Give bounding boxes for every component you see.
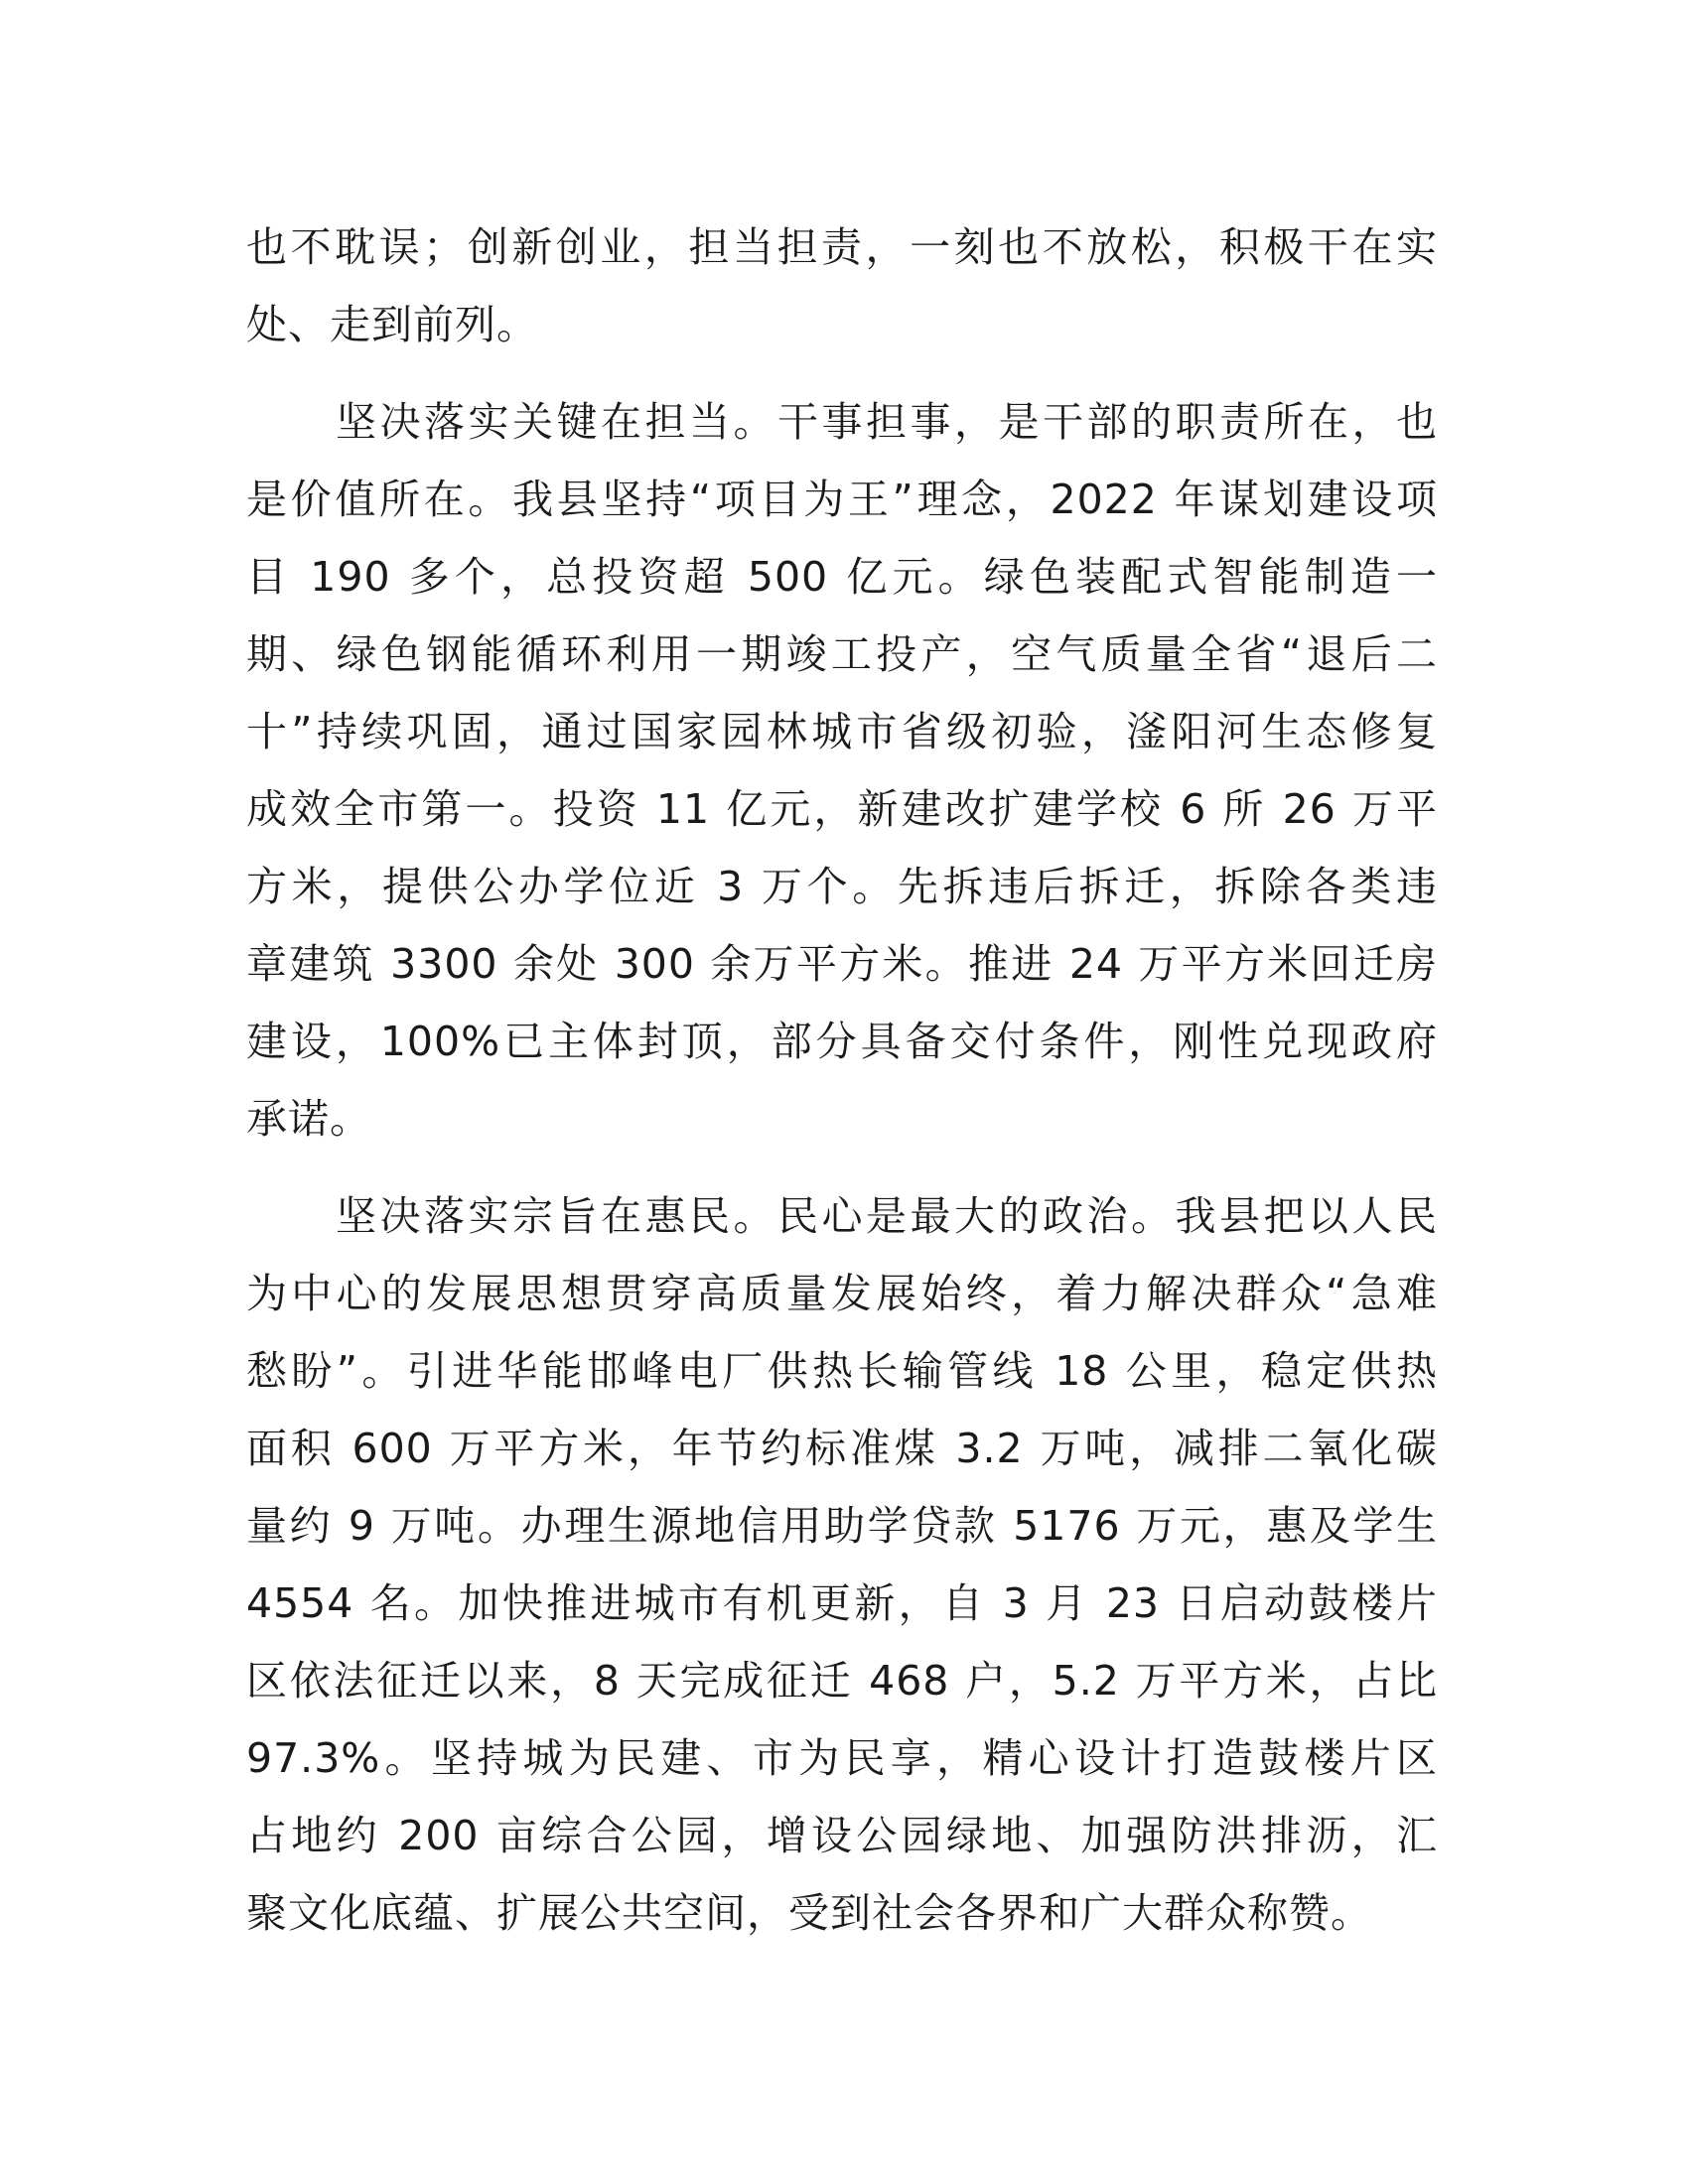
paragraph-1 [246, 208, 1438, 363]
text-line: 坚决落实关键在担当。干事担事，是干部的职责所在，也 [336, 398, 1438, 446]
text-line: 是价值所在。我县坚持“项目为王”理念，2022 年谋划建设项 [246, 476, 1438, 523]
text-line: 聚文化底蕴、扩展公共空间，受到社会各界和广大群众称赞。 [246, 1889, 1372, 1937]
text-line: 占地约 200 亩综合公园，增设公园绿地、加强防洪排沥，汇 [246, 1812, 1438, 1859]
text-line: 区依法征迁以来，8 天完成征迁 468 户，5.2 万平方米，占比 [246, 1657, 1438, 1705]
paragraph-3 [246, 1177, 1438, 1952]
text-line: 坚决落实宗旨在惠民。民心是最大的政治。我县把以人民 [336, 1192, 1438, 1240]
text-line: 期、绿色钢能循环利用一期竣工投产，空气质量全省“退后二 [246, 630, 1438, 678]
text-line: 承诺。 [246, 1095, 371, 1143]
text-line: 方米，提供公办学位近 3 万个。先拆违后拆迁，拆除各类违 [246, 863, 1438, 910]
text-line: 处、走到前列。 [246, 301, 538, 348]
text-line: 目 190 多个，总投资超 500 亿元。绿色装配式智能制造一 [246, 553, 1438, 601]
text-line: 面积 600 万平方米，年节约标准煤 3.2 万吨，减排二氧化碳 [246, 1425, 1438, 1472]
text-line: 量约 9 万吨。办理生源地信用助学贷款 5176 万元，惠及学生 [246, 1502, 1438, 1550]
text-line: 成效全市第一。投资 11 亿元，新建改扩建学校 6 所 26 万平 [246, 785, 1438, 833]
paragraph-2 [246, 383, 1438, 1158]
text-line: 十”持续巩固，通过国家园林城市省级初验，滏阳河生态修复 [246, 708, 1438, 755]
text-line: 章建筑 3300 余处 300 余万平方米。推进 24 万平方米回迁房 [246, 940, 1438, 988]
document-page [246, 208, 1438, 1972]
text-line: 97.3%。坚持城为民建、市为民享，精心设计打造鼓楼片区 [246, 1734, 1438, 1782]
text-line: 4554 名。加快推进城市有机更新，自 3 月 23 日启动鼓楼片 [246, 1579, 1438, 1627]
text-line: 愁盼”。引进华能邯峰电厂供热长输管线 18 公里，稳定供热 [246, 1347, 1438, 1395]
text-line: 建设，100%已主体封顶，部分具备交付条件，刚性兑现政府 [246, 1018, 1438, 1065]
text-line: 也不耽误；创新创业，担当担责，一刻也不放松，积极干在实 [246, 223, 1438, 271]
text-line: 为中心的发展思想贯穿高质量发展始终，着力解决群众“急难 [246, 1270, 1438, 1317]
